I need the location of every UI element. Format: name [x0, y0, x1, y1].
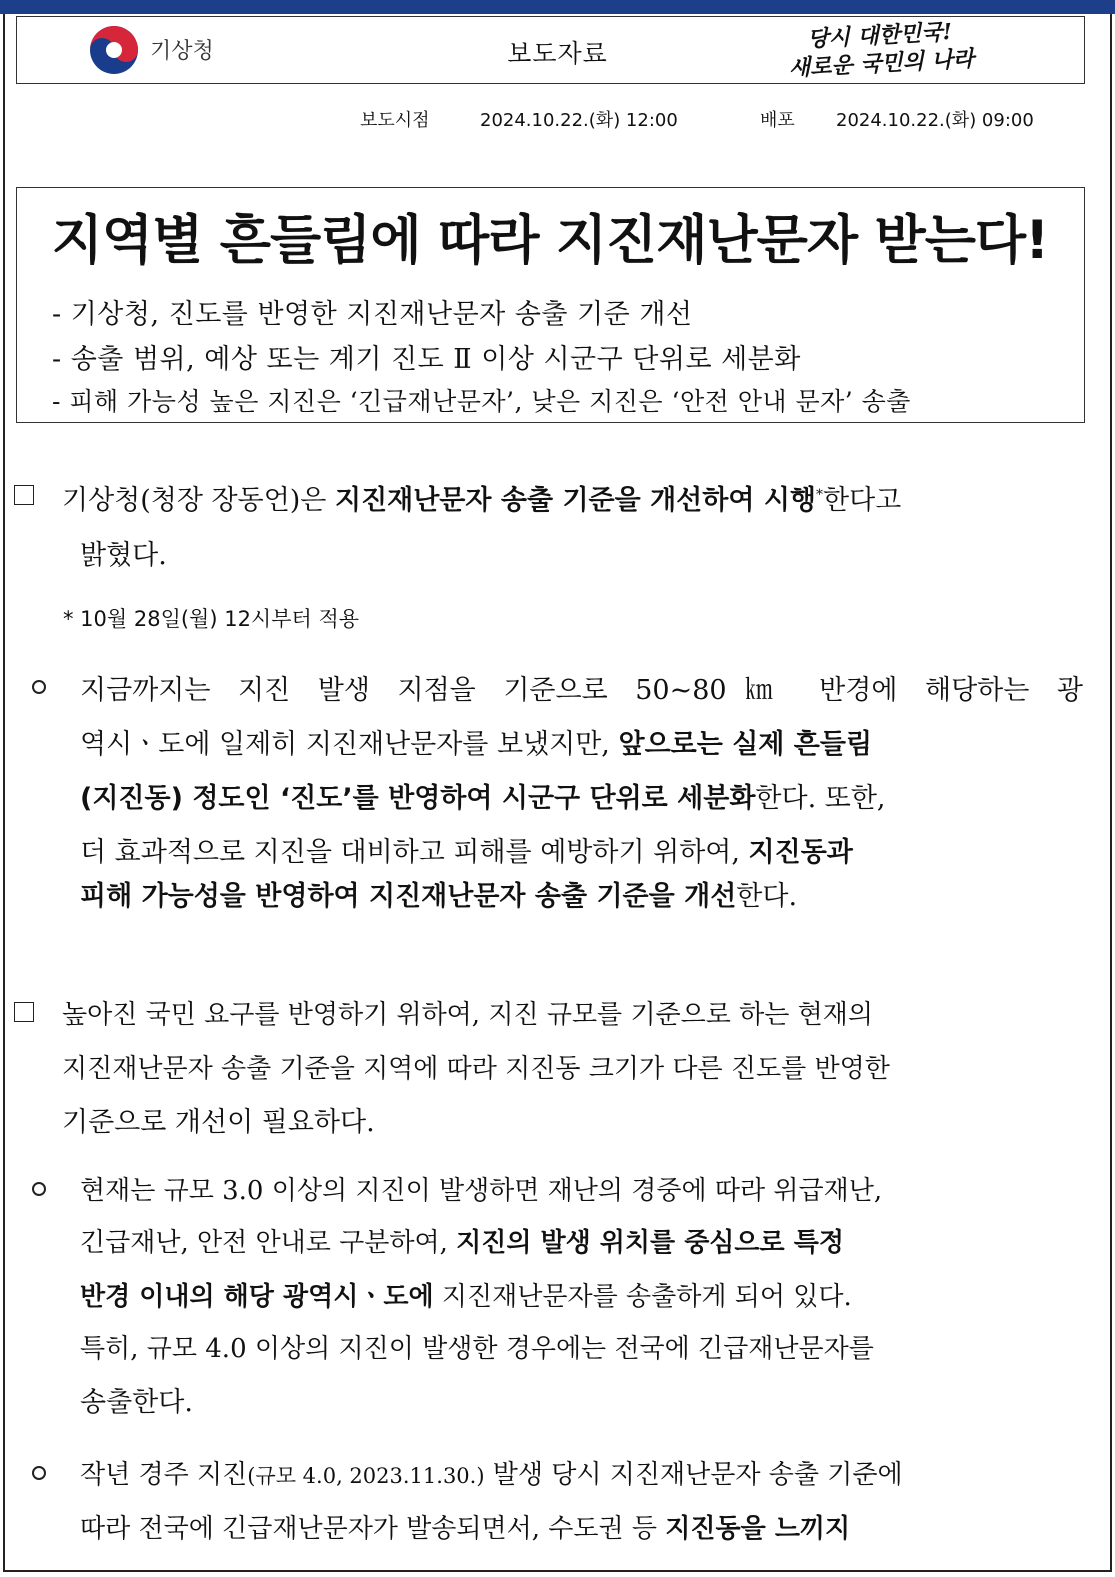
paragraph-line: [80, 776, 885, 815]
section-bullet-box: [14, 485, 34, 505]
release-time: 2024.10.22.(화) 12:00: [480, 110, 678, 131]
text-run: 한다고: [822, 485, 902, 516]
circle-bullet: [32, 1182, 46, 1196]
text-run: 기상청(청장 장동언)은: [62, 485, 335, 516]
text-run: 더 효과적으로 지진을 대비하고 피해를 예방하기 위하여,: [80, 837, 749, 868]
paragraph-line: 특히, 규모 4.0 이상의 지진이 발생한 경우에는 전국에 긴급재난문자를: [80, 1334, 874, 1364]
circle-bullet: [32, 680, 46, 694]
emphasis-text: 지진재난문자 송출 기준을 개선하여 시행: [334, 485, 816, 516]
paragraph-line: [80, 1276, 852, 1313]
org-name: 기상청: [150, 39, 214, 64]
paragraph-line: 지금까지는 지진 발생 지점을 기준으로 50~80㎞ 반경에 해당하는 광: [80, 675, 1083, 706]
paragraph-line: [80, 722, 872, 761]
text-run: 한다.: [736, 881, 798, 912]
distribute-label: 배포: [760, 110, 795, 131]
slogan-line: 당시 대한민국!: [806, 18, 953, 53]
paragraph-line: 송출한다.: [80, 1387, 193, 1418]
paragraph-line: [80, 1508, 850, 1545]
paragraph-line: 지진재난문자 송출 기준을 지역에 따라 지진동 크기가 다른 진도를 반영한: [62, 1054, 890, 1084]
paragraph-line: 높아진 국민 요구를 반영하기 위하여, 지진 규모를 기준으로 하는 현재의: [62, 1000, 874, 1030]
text-run: 역시ㆍ도에 일제히 지진재난문자를 보냈지만,: [80, 729, 619, 760]
emphasis-text: 지진의 발생 위치를 중심으로 특정: [456, 1228, 844, 1258]
circle-bullet: [32, 1466, 46, 1480]
text-run: 따라 전국에 긴급재난문자가 발송되면서, 수도권 등: [80, 1514, 666, 1544]
headline-sub: - 기상청, 진도를 반영한 지진재난문자 송출 기준 개선: [52, 299, 693, 330]
emphasis-text: (지진동) 정도인 ‘진도’를 반영하여 시군구 단위로 세분화: [80, 783, 756, 814]
section-bullet-box: [14, 1002, 34, 1022]
text-run: 긴급재난, 안전 안내로 구분하여,: [80, 1228, 457, 1258]
footnote-mark: *: [815, 487, 823, 503]
paragraph-line: [80, 1222, 844, 1259]
top-bar: [0, 0, 1115, 14]
paragraph-line: [62, 478, 901, 517]
footnote: * 10월 28일(월) 12시부터 적용: [63, 607, 360, 631]
text-run: 한다. 또한,: [755, 783, 886, 814]
release-label: 보도시점: [360, 110, 430, 131]
doc-type: 보도자료: [507, 39, 608, 68]
emphasis-text: 반경 이내의 해당 광역시ㆍ도에: [80, 1282, 434, 1312]
emphasis-text: 지진동을 느끼지: [665, 1514, 851, 1544]
emphasis-text: 피해 가능성을 반영하여 지진재난문자 송출 기준을 개선: [80, 881, 737, 912]
text-run-small: (규모 4.0, 2023.11.30.): [247, 1464, 485, 1488]
text-run: 작년 경주 지진: [80, 1460, 248, 1490]
text-run: 지진재난문자를 송출하게 되어 있다.: [433, 1282, 852, 1312]
slogan-line: 새로운 국민의 나라: [788, 45, 975, 82]
paragraph-line: [80, 1454, 903, 1491]
paragraph-line: 현재는 규모 3.0 이상의 지진이 발생하면 재난의 경중에 따라 위급재난,: [80, 1176, 883, 1206]
paragraph-line: [80, 874, 797, 913]
headline-title: 지역별 흔들림에 따라 지진재난문자 받는다!: [51, 210, 1049, 271]
headline-sub: - 피해 가능성 높은 지진은 ‘긴급재난문자’, 낮은 지진은 ‘안전 안내 문자’ 송출: [52, 387, 911, 416]
paragraph-line: 밝혔다.: [80, 540, 167, 571]
headline-sub: - 송출 범위, 예상 또는 계기 진도 Ⅱ 이상 시군구 단위로 세분화: [52, 344, 801, 375]
text-run: 발생 당시 지진재난문자 송출 기준에: [484, 1460, 903, 1490]
distribute-time: 2024.10.22.(화) 09:00: [836, 110, 1034, 131]
paragraph-line: 기준으로 개선이 필요하다.: [62, 1107, 375, 1138]
emphasis-text: 앞으로는 실제 흔들림: [618, 729, 873, 760]
paragraph-line: [80, 830, 853, 869]
emphasis-text: 지진동과: [748, 837, 853, 868]
